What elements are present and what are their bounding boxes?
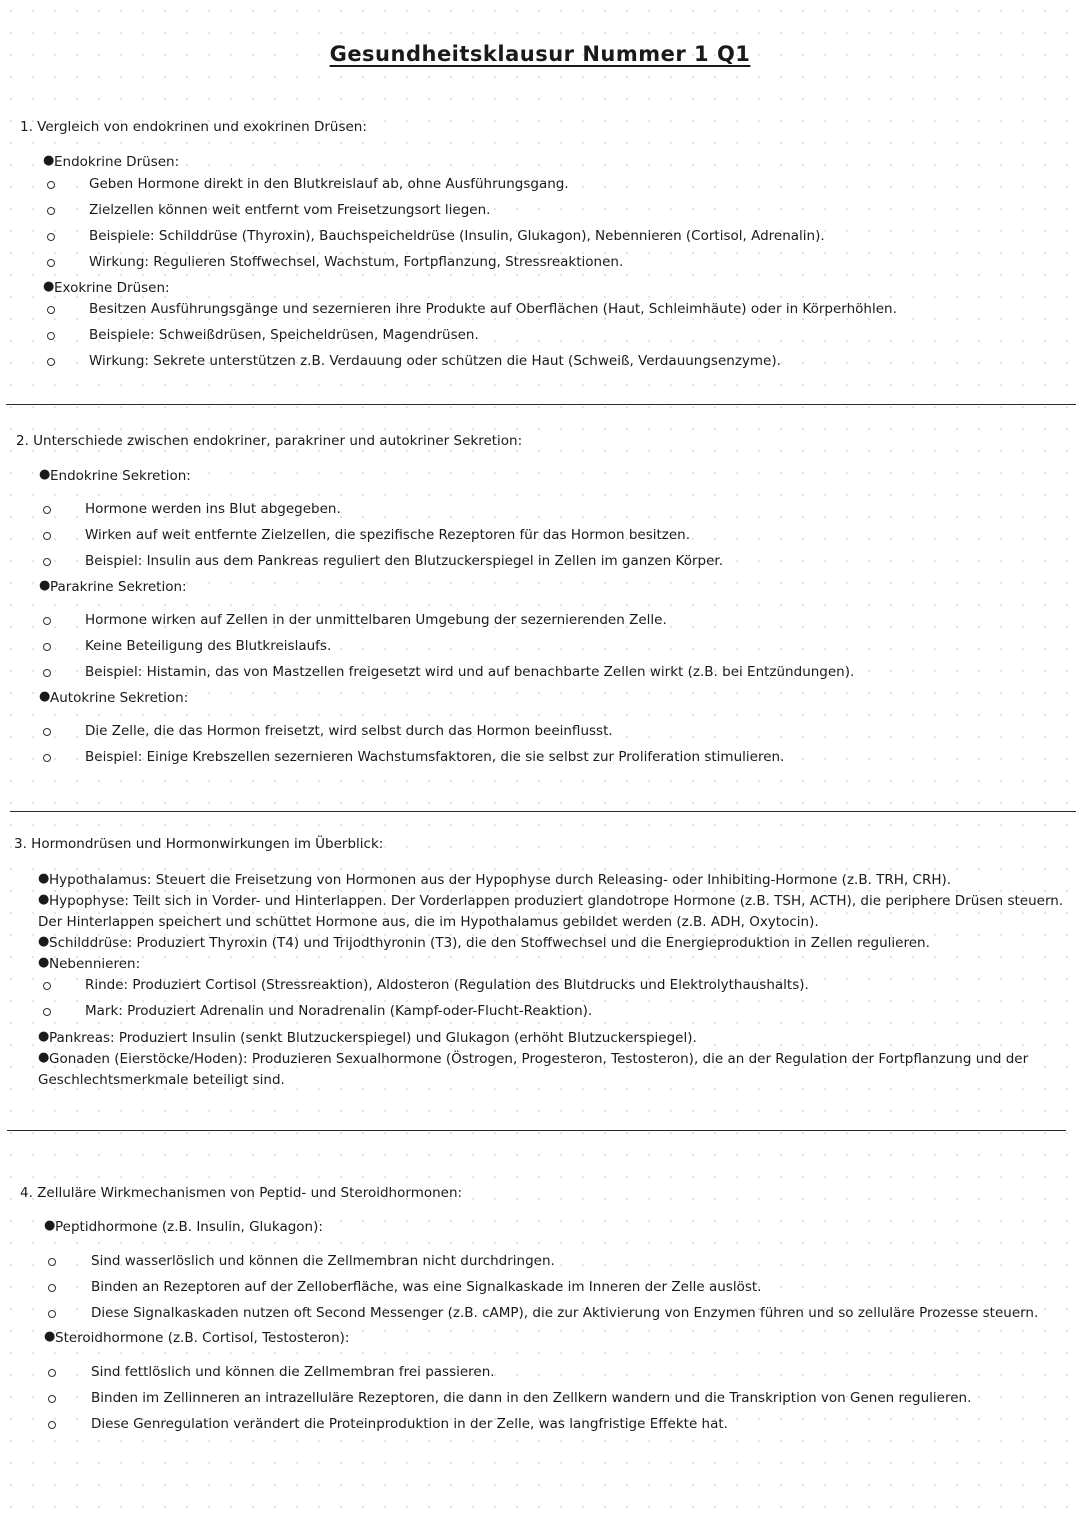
circle-bullet-icon: [43, 982, 51, 990]
section-divider: [6, 404, 1076, 405]
circle-bullet-icon: [47, 358, 55, 366]
section-3-heading: 3. Hormondrüsen und Hormonwirkungen im Überblick:: [14, 836, 384, 852]
section-divider: [7, 1130, 1066, 1131]
hypophyse-text: Hypophyse: Teilt sich in Vorder- und Hinterlappen. Der Vorderlappen produziert glandotrope Hormone (z.B. TSH, ACTH), die periphere Drüsen steuern.: [49, 893, 1064, 909]
list-item: Wirkung: Regulieren Stoffwechsel, Wachstum, Fortpflanzung, Stressreaktionen.: [89, 254, 624, 270]
bullet-dot-icon: ●: [44, 1218, 56, 1233]
bullet-dot-icon: ●: [43, 279, 55, 294]
list-item: Binden im Zellinneren an intrazelluläre Rezeptoren, die dann in den Zellkern wandern und die Transkription von Genen regulieren.: [91, 1390, 972, 1406]
bullet-dot-icon: ●: [39, 467, 51, 482]
subheading-peptidhormone: Peptidhormone (z.B. Insulin, Glukagon):: [55, 1219, 323, 1235]
bullet-dot-icon: ●: [43, 153, 55, 168]
list-item: Zielzellen können weit entfernt vom Freisetzungsort liegen.: [89, 202, 491, 218]
hypophyse-text-continued: Der Hinterlappen speichert und schüttet Hormone aus, die im Hypothalamus gebildet werden (z.B. ADH, Oxytocin).: [38, 914, 819, 930]
circle-bullet-icon: [47, 207, 55, 215]
bullet-dot-icon: ●: [38, 1050, 50, 1065]
bullet-dot-icon: ●: [44, 1329, 56, 1344]
bullet-dot-icon: ●: [39, 689, 51, 704]
circle-bullet-icon: [48, 1258, 56, 1266]
circle-bullet-icon: [48, 1310, 56, 1318]
circle-bullet-icon: [43, 532, 51, 540]
circle-bullet-icon: [43, 558, 51, 566]
circle-bullet-icon: [48, 1284, 56, 1292]
circle-bullet-icon: [43, 669, 51, 677]
schilddruese-text: Schilddrüse: Produziert Thyroxin (T4) und Trijodthyronin (T3), die den Stoffwechsel und die Energieproduktion in Zellen regulieren.: [49, 935, 930, 951]
circle-bullet-icon: [48, 1421, 56, 1429]
list-item: Sind wasserlöslich und können die Zellmembran nicht durchdringen.: [91, 1253, 555, 1269]
list-item: Wirken auf weit entfernte Zielzellen, die spezifische Rezeptoren für das Hormon besitzen.: [85, 527, 691, 543]
list-item: Die Zelle, die das Hormon freisetzt, wird selbst durch das Hormon beeinflusst.: [85, 723, 613, 739]
list-item: Keine Beteiligung des Blutkreislaufs.: [85, 638, 332, 654]
subheading-steroidhormone: Steroidhormone (z.B. Cortisol, Testosteron):: [55, 1330, 350, 1346]
list-item: Beispiel: Histamin, das von Mastzellen freigesetzt wird und auf benachbarte Zellen wirkt (z.B. bei Entzündungen).: [85, 664, 855, 680]
section-4-heading: 4. Zelluläre Wirkmechanismen von Peptid- und Steroidhormonen:: [20, 1185, 463, 1201]
list-item: Beispiel: Insulin aus dem Pankreas reguliert den Blutzuckerspiegel in Zellen im ganzen Körper.: [85, 553, 724, 569]
list-item: Diese Genregulation verändert die Proteinproduktion in der Zelle, was langfristige Effekte hat.: [91, 1416, 728, 1432]
list-item: Wirkung: Sekrete unterstützen z.B. Verdauung oder schützen die Haut (Schweiß, Verdauungsenzyme).: [89, 353, 781, 369]
page-title: Gesundheitsklausur Nummer 1 Q1: [329, 42, 751, 66]
bullet-dot-icon: ●: [38, 934, 50, 949]
circle-bullet-icon: [43, 617, 51, 625]
circle-bullet-icon: [48, 1369, 56, 1377]
bullet-dot-icon: ●: [39, 578, 51, 593]
subheading-exokrine-druesen: Exokrine Drüsen:: [54, 280, 170, 296]
circle-bullet-icon: [48, 1395, 56, 1403]
circle-bullet-icon: [43, 506, 51, 514]
list-item: Hormone wirken auf Zellen in der unmittelbaren Umgebung der sezernierenden Zelle.: [85, 612, 667, 628]
circle-bullet-icon: [47, 306, 55, 314]
circle-bullet-icon: [43, 643, 51, 651]
list-item: Sind fettlöslich und können die Zellmembran frei passieren.: [91, 1364, 495, 1380]
subheading-endokrine-sekretion: Endokrine Sekretion:: [50, 468, 191, 484]
bullet-dot-icon: ●: [38, 871, 50, 886]
bullet-dot-icon: ●: [38, 1029, 50, 1044]
section-2-heading: 2. Unterschiede zwischen endokriner, parakriner und autokriner Sekretion:: [16, 433, 523, 449]
circle-bullet-icon: [43, 754, 51, 762]
list-item: Binden an Rezeptoren auf der Zelloberfläche, was eine Signalkaskade im Inneren der Zelle auslöst.: [91, 1279, 762, 1295]
list-item: Rinde: Produziert Cortisol (Stressreaktion), Aldosteron (Regulation des Blutdrucks und Elektrolythaushalts).: [85, 977, 809, 993]
circle-bullet-icon: [47, 233, 55, 241]
list-item: Besitzen Ausführungsgänge und sezernieren ihre Produkte auf Oberflächen (Haut, Schleimhäute) oder in Körperhöhlen.: [89, 301, 897, 317]
list-item: Beispiele: Schilddrüse (Thyroxin), Bauchspeicheldrüse (Insulin, Glukagon), Nebennieren (Cortisol, Adrenalin).: [89, 228, 825, 244]
subheading-endokrine-druesen: Endokrine Drüsen:: [54, 154, 180, 170]
section-1-heading: 1. Vergleich von endokrinen und exokrinen Drüsen:: [20, 119, 367, 135]
circle-bullet-icon: [47, 332, 55, 340]
bullet-dot-icon: ●: [38, 892, 50, 907]
list-item: Beispiele: Schweißdrüsen, Speicheldrüsen, Magendrüsen.: [89, 327, 479, 343]
circle-bullet-icon: [43, 1008, 51, 1016]
hypothalamus-text: Hypothalamus: Steuert die Freisetzung von Hormonen aus der Hypophyse durch Releasing- oder Inhibiting-Hormone (z.B. TRH, CRH).: [49, 872, 952, 888]
list-item: Mark: Produziert Adrenalin und Noradrenalin (Kampf-oder-Flucht-Reaktion).: [85, 1003, 593, 1019]
gonaden-text: Gonaden (Eierstöcke/Hoden): Produzieren Sexualhormone (Östrogen, Progesteron, Testosteron), die an der Regulation der Fortpflanzung und der: [49, 1051, 1029, 1067]
bullet-dot-icon: ●: [38, 955, 50, 970]
circle-bullet-icon: [47, 181, 55, 189]
list-item: Geben Hormone direkt in den Blutkreislauf ab, ohne Ausführungsgang.: [89, 176, 569, 192]
list-item: Hormone werden ins Blut abgegeben.: [85, 501, 341, 517]
pankreas-text: Pankreas: Produziert Insulin (senkt Blutzuckerspiegel) und Glukagon (erhöht Blutzuckerspiegel).: [49, 1030, 697, 1046]
list-item: Beispiel: Einige Krebszellen sezernieren Wachstumsfaktoren, die sie selbst zur Proliferation stimulieren.: [85, 749, 785, 765]
gonaden-text-continued: Geschlechtsmerkmale beteiligt sind.: [38, 1072, 285, 1088]
circle-bullet-icon: [43, 728, 51, 736]
subheading-parakrine-sekretion: Parakrine Sekretion:: [50, 579, 187, 595]
circle-bullet-icon: [47, 259, 55, 267]
nebennieren-text: Nebennieren:: [49, 956, 141, 972]
subheading-autokrine-sekretion: Autokrine Sekretion:: [50, 690, 189, 706]
list-item: Diese Signalkaskaden nutzen oft Second Messenger (z.B. cAMP), die zur Aktivierung von Enzymen führen und so zelluläre Prozesse steuern.: [91, 1305, 1039, 1321]
section-divider: [10, 811, 1076, 812]
